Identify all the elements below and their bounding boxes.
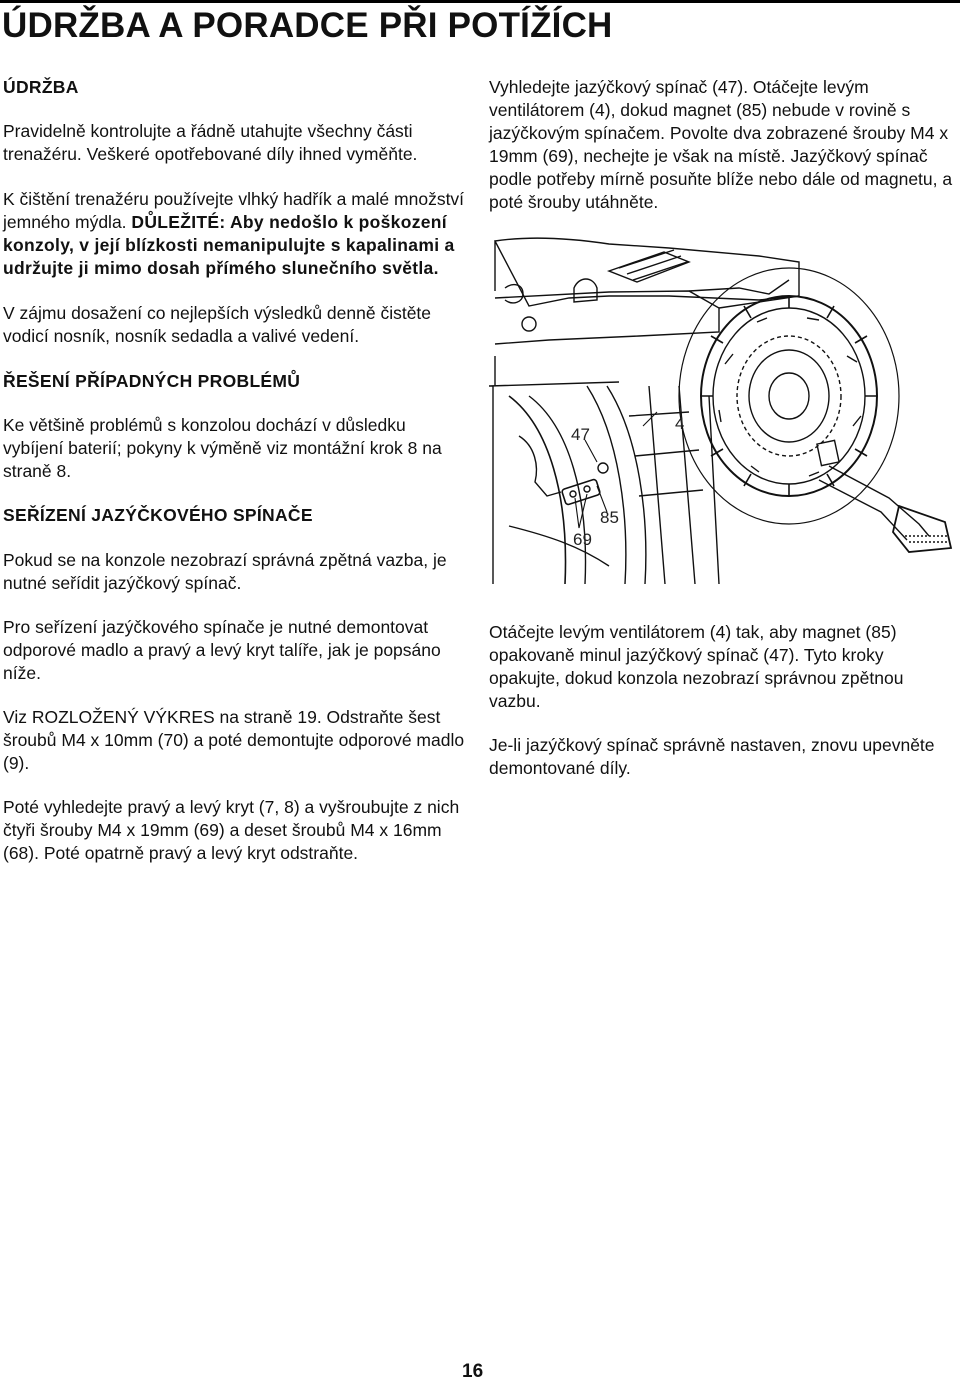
adjust-paragraph: Vyhledejte jazýčkový spínač (47). Otáčejte levým ventilátorem (4), dokud magnet (85) nebude v rovině s jazýčkovým spínačem. Povolte dva zobrazené šrouby M4 x 19mm (69), nechejte je však na místě. Jazýčkový spínač podle potřeby mírně posuňte blíže nebo dále od magnetu, a poté šrouby utáhněte. [489, 77, 953, 212]
maintenance-paragraph-2 [3, 188, 465, 280]
right-column [489, 76, 955, 214]
reed-paragraph-2: Pro seřízení jazýčkového spínače je nutné demontovat odporové madlo a pravý a levý kryt talíře, jak je popsáno níže. [3, 617, 441, 683]
reassemble-paragraph: Je-li jazýčkový spínač správně nastaven, znovu upevněte demontované díly. [489, 735, 935, 778]
callout-85: 85 [600, 508, 619, 527]
reed-switch-heading: SEŘÍZENÍ JAZÝČKOVÉHO SPÍNAČE [3, 505, 313, 525]
right-column-lower [489, 621, 955, 780]
callout-4: 4 [675, 414, 685, 433]
callout-47: 47 [571, 425, 590, 444]
illustration-svg [489, 236, 959, 584]
callout-69: 69 [573, 530, 592, 549]
reed-paragraph-1: Pokud se na konzole nezobrazí správná zpětná vazba, je nutné seřídit jazýčkový spínač. [3, 550, 447, 593]
cleaning-text: K čištění trenažéru používejte vlhký hadřík a malé množství jemného mýdla. [3, 189, 465, 232]
reed-paragraph-4: Poté vyhledejte pravý a levý kryt (7, 8) a vyšroubujte z nich čtyři šrouby M4 x 19mm (69) a deset šroubů M4 x 16mm (68). Poté opatrně pravý a levý kryt odstraňte. [3, 797, 460, 863]
troubleshooting-heading: ŘEŠENÍ PŘÍPADNÝCH PROBLÉMŮ [3, 371, 301, 391]
pedal-drawing [817, 440, 951, 552]
rotate-fan-paragraph: Otáčejte levým ventilátorem (4) tak, aby magnet (85) opakovaně minul jazýčkový spínač (47). Tyto kroky opakujte, dokud konzola nezobrazí správnou zpětnou vazbu. [489, 622, 904, 711]
important-warning: DŮLEŽITÉ: Aby nedošlo k poškození konzoly, v její blízkosti nemanipulujte s kapalinami a udržujte ji mimo dosah přímého slunečního světla. [3, 212, 455, 278]
reed-paragraph-3: Viz ROZLOŽENÝ VÝKRES na straně 19. Odstraňte šest šroubů M4 x 10mm (70) a poté demontujte odporové madlo (9). [3, 707, 465, 773]
maintenance-paragraph-1: Pravidelně kontrolujte a řádně utahujte všechny části trenažéru. Veškeré opotřebované díly ihned vyměňte. [3, 121, 418, 164]
troubleshooting-paragraph: Ke většině problémů s konzolou dochází v důsledku vybíjení baterií; pokyny k výměně viz montážní krok 8 na straně 8. [3, 415, 442, 481]
page-number: 16 [462, 1361, 484, 1382]
reed-switch-illustration [489, 236, 959, 584]
maintenance-paragraph-3: V zájmu dosažení co nejlepších výsledků denně čistěte vodicí nosník, nosník sedadla a valivé vedení. [3, 303, 432, 346]
top-rule [0, 0, 960, 3]
maintenance-heading: ÚDRŽBA [3, 77, 79, 97]
left-column [3, 76, 465, 865]
reed-switch-area-drawing [489, 382, 719, 584]
frame-drawing [495, 238, 799, 386]
page-title: ÚDRŽBA A PORADCE PŘI POTÍŽÍCH [2, 6, 613, 45]
